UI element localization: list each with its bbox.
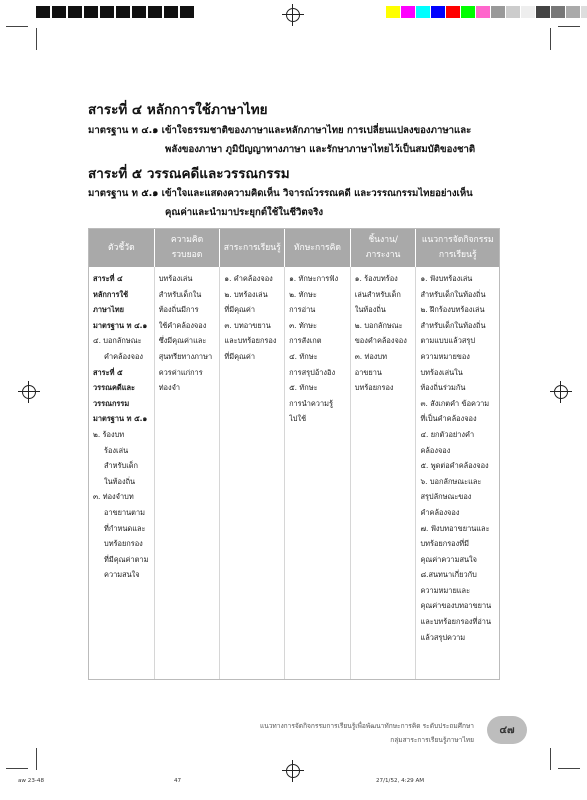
cell-line: คำคล้องจอง: [420, 507, 460, 517]
cell-line: การสรุปอ้างอิง: [289, 367, 336, 377]
cell-line: ๒. ทักษะ: [289, 289, 317, 299]
cell-line: ตามแบบแล้วสรุป: [420, 336, 476, 346]
column-header-text: ความคิด: [170, 235, 204, 245]
strand5-standard-line1: มาตรฐาน ท ๕.๑ เข้าใจและแสดงความคิดเห็น วิจารณ์วรรณคดี และวรรณกรรมไทยอย่างเห็น: [88, 188, 473, 199]
table-cell-1: [89, 267, 155, 679]
footer-book-title: แนวทางการจัดกิจกรรมการเรียนรู้เพื่อพัฒนาทักษะการคิด ระดับประถมศึกษา: [259, 722, 474, 730]
cell-line: มาตรฐาน ท ๕.๑: [93, 414, 148, 424]
slug-filename: aw 23-48: [18, 778, 45, 784]
cell-line: การอ่าน: [289, 305, 316, 315]
cell-line: สุนทรียทางภาษา: [158, 351, 213, 361]
cell-line: ๓. สังเกตคำ ข้อความ: [420, 398, 490, 408]
cell-line: และบทร้อยกรองที่อ่าน: [420, 617, 492, 627]
column-header-5: [351, 229, 417, 267]
column-header-6: [416, 229, 499, 267]
cell-line: ๑. ฟังบทร้องเล่น: [420, 274, 473, 283]
cell-line: ที่มีคุณค่าตาม: [104, 554, 149, 564]
cell-line: วรรณคดีและ: [93, 383, 135, 393]
color-swatch: [551, 6, 565, 18]
column-header-text: แนวการจัดกิจกรรม: [421, 235, 494, 245]
cell-line: แล้วสรุปความ: [420, 632, 466, 642]
cell-line: และบทร้อยกรอง: [224, 336, 277, 346]
color-swatch: [431, 6, 445, 18]
strand4-title: สาระที่ ๔ หลักการใช้ภาษาไทย: [88, 102, 268, 118]
color-swatch: [491, 6, 505, 18]
cell-line: บทร้องเล่นใน: [420, 367, 463, 377]
cell-line: สรุปลักษณะของ: [420, 492, 472, 502]
cell-line: ๓. ท่องบท: [354, 351, 387, 361]
color-swatch: [416, 6, 430, 18]
cell-line: หลักการใช้: [93, 289, 129, 299]
cell-line: ใช้คำคล้องจอง: [158, 320, 207, 330]
cell-line: ร้องเล่น: [104, 445, 129, 455]
cell-line: คุณค่าความสนใจ: [420, 554, 477, 564]
cell-line: ที่มีคุณค่า: [224, 305, 256, 315]
cell-line: บทร้องเล่น: [158, 274, 193, 283]
crop-mark: [6, 26, 28, 27]
cell-line: คุณค่าของบทอาขยาน: [420, 601, 492, 611]
cell-line: ๔. ทักษะ: [289, 351, 318, 361]
cell-line: สำหรับเด็ก: [104, 461, 138, 471]
cell-line: ๕. ทักษะ: [289, 383, 318, 393]
cell-line: ภาษาไทย: [93, 305, 124, 315]
cell-line: ในท้องถิ่น: [354, 305, 386, 315]
column-header-text: สาระการเรียนรู้: [223, 242, 281, 253]
strand4-standard-line1: มาตรฐาน ท ๔.๑ เข้าใจธรรมชาติของภาษาและหลักภาษาไทย การเปลี่ยนแปลงของภาษาและ: [88, 125, 472, 136]
cell-line: สาระที่ ๔: [93, 274, 123, 283]
cell-line: สำหรับเด็กในท้องถิ่น: [420, 320, 486, 330]
column-header-text: การเรียนรู้: [438, 250, 477, 260]
cell-line: วรรณกรรม: [93, 398, 130, 408]
cell-line: มาตรฐาน ท ๔.๑: [93, 320, 148, 330]
page-number-badge: ๔๗: [487, 716, 527, 744]
column-header-3: [220, 229, 285, 267]
color-swatch: [506, 6, 520, 18]
column-header-text: รวบยอด: [171, 250, 203, 260]
strand5-standard-line2: คุณค่าและนำมาประยุกต์ใช้ในชีวิตจริง: [165, 207, 324, 218]
table-body-row: [89, 267, 499, 679]
registration-mark-right: [554, 385, 568, 399]
registration-mark-left: [22, 385, 36, 399]
color-swatch: [386, 6, 400, 18]
color-swatch: [476, 6, 490, 18]
cell-line: ของคำคล้องจอง: [354, 336, 407, 346]
crop-mark: [558, 768, 580, 769]
cell-line: ๑. ทักษะการฟัง: [289, 274, 339, 283]
column-header-text: ทักษะการคิด: [293, 242, 341, 253]
cell-line: ไปใช้: [289, 414, 307, 424]
cell-line: ๔. ยกตัวอย่างคำ: [420, 429, 475, 439]
strand4-standard-line2: พลังของภาษา ภูมิปัญญาทางภาษา และรักษาภาษาไทยไว้เป็นสมบัติของชาติ: [165, 144, 476, 155]
cell-line: ๓. ท่องจำบท: [93, 492, 134, 502]
cell-line: คำคล้องจอง: [104, 351, 143, 361]
table-header-row: [89, 229, 499, 267]
cell-line: ๖. บอกลักษณะและ: [420, 476, 482, 486]
strand5-standard: [88, 184, 473, 222]
cell-line: ที่เป็นคำคล้องจอง: [420, 414, 477, 424]
cell-line: ซึ่งมีคุณค่าและ: [158, 336, 207, 346]
registration-color-bar: [386, 6, 587, 18]
cell-line: คล้องจอง: [420, 445, 451, 455]
cell-line: ๒. บอกลักษณะ: [354, 320, 403, 330]
color-swatch: [581, 6, 587, 18]
slug-timestamp: 27/1/52, 4:29 AM: [376, 778, 425, 784]
color-swatch: [446, 6, 460, 18]
cell-line: ท้องถิ่นร่วมกัน: [420, 383, 466, 393]
column-header-2: [155, 229, 221, 267]
cell-line: ความหมายและ: [420, 585, 471, 595]
crop-mark: [550, 28, 551, 50]
registration-mark-top: [286, 8, 300, 22]
column-header-text: ตัวชี้วัด: [108, 242, 135, 253]
cell-line: ๓. ทักษะ: [289, 320, 318, 330]
cell-line: ที่กำหนดและ: [104, 523, 146, 533]
cell-line: อาขยาน: [354, 367, 382, 377]
crop-mark: [6, 768, 28, 769]
cell-line: ๔. บอกลักษณะ: [93, 336, 142, 346]
crop-mark: [36, 28, 37, 50]
cell-line: ท่องจำ: [158, 383, 181, 393]
table-cell-2: [155, 267, 221, 679]
registration-black-bar: [36, 6, 196, 18]
cell-line: ๒. บทร้องเล่น: [224, 289, 268, 299]
crop-mark: [550, 748, 551, 770]
registration-mark-bottom: [286, 764, 300, 778]
column-header-1: [89, 229, 155, 267]
strand4-standard: [88, 121, 475, 159]
cell-line: ๑. ร้องบทร้อง: [354, 274, 398, 283]
column-header-text: ภาระงาน: [365, 250, 401, 260]
table-cell-5: [351, 267, 417, 679]
cell-line: อาขยานตาม: [104, 507, 145, 517]
color-swatch: [401, 6, 415, 18]
cell-line: การนำความรู้: [289, 398, 333, 408]
table-cell-6: [416, 267, 499, 679]
cell-line: ๕. พูดต่อคำคล้องจอง: [420, 461, 489, 471]
color-swatch: [566, 6, 580, 18]
column-header-text: ชิ้นงาน/: [368, 235, 398, 245]
cell-line: ที่มีคุณค่า: [224, 351, 256, 361]
table-cell-4: [285, 267, 351, 679]
cell-line: ควรค่าแก่การ: [158, 367, 203, 377]
strand5-title: สาระที่ ๕ วรรณคดีและวรรณกรรม: [88, 166, 290, 182]
cell-line: การสังเกต: [289, 336, 322, 346]
cell-line: สำหรับเด็กใน: [158, 289, 202, 299]
cell-line: ท้องถิ่นมีการ: [158, 305, 199, 315]
cell-line: ๘.สนทนาเกี่ยวกับ: [420, 570, 477, 580]
color-swatch: [521, 6, 535, 18]
cell-line: ความหมายของ: [420, 351, 470, 361]
table-cell-3: [220, 267, 285, 679]
footer-subject: กลุ่มสาระการเรียนรู้ภาษาไทย: [390, 736, 474, 744]
cell-line: ๓. บทอาขยาน: [224, 320, 271, 330]
crop-mark: [558, 26, 580, 27]
cell-line: ในท้องถิ่น: [104, 476, 136, 486]
slug-page: 47: [174, 778, 182, 784]
cell-line: บทร้อยกรอง: [354, 383, 394, 393]
cell-line: ๒. ฝึกร้องบทร้องเล่น: [420, 305, 485, 315]
crop-mark: [36, 748, 37, 770]
color-swatch: [461, 6, 475, 18]
cell-line: สำหรับเด็กในท้องถิ่น: [420, 289, 486, 299]
curriculum-table: [88, 228, 500, 680]
cell-line: เล่นสำหรับเด็ก: [354, 289, 401, 299]
cell-line: ๒. ร้องบท: [93, 429, 125, 439]
color-swatch: [536, 6, 550, 18]
cell-line: ๑. คำคล้องจอง: [224, 274, 273, 283]
cell-line: สาระที่ ๕: [93, 367, 123, 377]
cell-line: ความสนใจ: [104, 570, 140, 580]
column-header-4: [285, 229, 351, 267]
cell-line: ๗. ฟังบทอาขยานและ: [420, 523, 490, 533]
cell-line: บทร้อยกรอง: [104, 539, 143, 549]
cell-line: บทร้อยกรองที่มี: [420, 539, 469, 549]
